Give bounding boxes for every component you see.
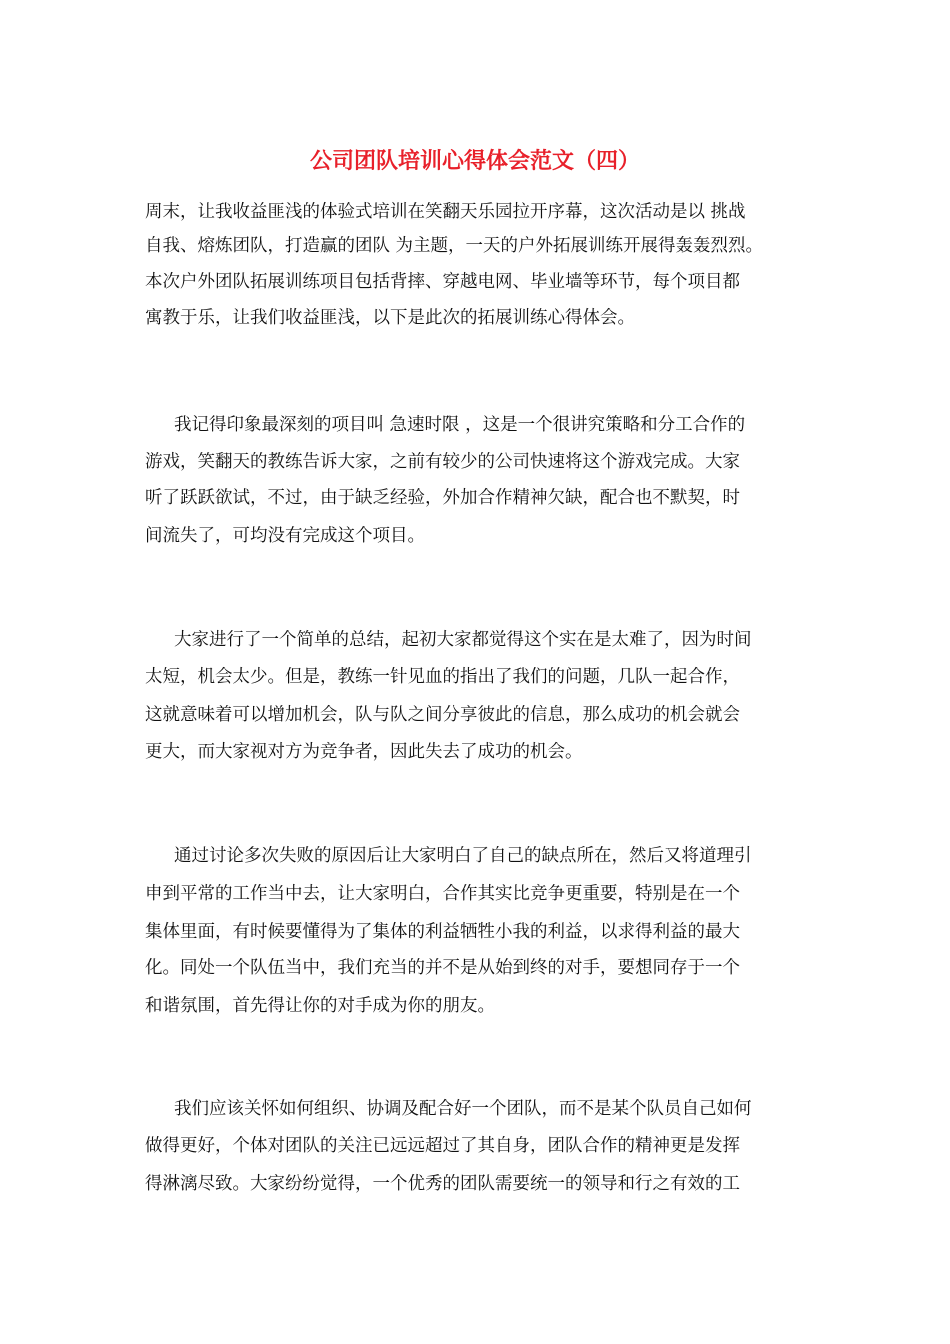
- paragraph-4-line-4: 化。同处一个队伍当中，我们充当的并不是从始到终的对手，要想同存于一个: [145, 958, 740, 978]
- paragraph-4-line-1: 通过讨论多次失败的原因后让大家明白了自己的缺点所在，然后又将道理引: [174, 846, 752, 866]
- paragraph-1-line-3: 本次户外团队拓展训练项目包括背摔、穿越电网、毕业墙等环节，每个项目都: [145, 272, 740, 292]
- document-title: 公司团队培训心得体会范文（四）: [309, 148, 640, 174]
- paragraph-2-line-1: 我记得印象最深刻的项目叫 急速时限 ，这是一个很讲究策略和分工合作的: [174, 415, 746, 435]
- paragraph-4-line-5: 和谐氛围，首先得让你的对手成为你的朋友。: [145, 996, 495, 1016]
- paragraph-5-line-1: 我们应该关怀如何组织、协调及配合好一个团队，而不是某个队员自己如何: [174, 1099, 752, 1119]
- paragraph-2-line-2: 游戏，笑翻天的教练告诉大家，之前有较少的公司快速将这个游戏完成。大家: [145, 452, 740, 472]
- paragraph-5-line-3: 得淋漓尽致。大家纷纷觉得，一个优秀的团队需要统一的领导和行之有效的工: [145, 1174, 740, 1194]
- paragraph-3-line-3: 这就意味着可以增加机会，队与队之间分享彼此的信息，那么成功的机会就会: [145, 705, 740, 725]
- paragraph-5-line-2: 做得更好，个体对团队的关注已远远超过了其自身，团队合作的精神更是发挥: [145, 1136, 740, 1156]
- paragraph-4-line-3: 集体里面，有时候要懂得为了集体的利益牺牲小我的利益，以求得利益的最大: [145, 922, 740, 942]
- paragraph-1-line-4: 寓教于乐，让我们收益匪浅，以下是此次的拓展训练心得体会。: [145, 308, 635, 328]
- paragraph-3-line-1: 大家进行了一个简单的总结，起初大家都觉得这个实在是太难了，因为时间: [174, 630, 752, 650]
- paragraph-3-line-4: 更大，而大家视对方为竞争者，因此失去了成功的机会。: [145, 742, 583, 762]
- paragraph-2-line-3: 听了跃跃欲试，不过，由于缺乏经验，外加合作精神欠缺，配合也不默契，时: [145, 488, 740, 508]
- paragraph-1-line-2: 自我、熔炼团队，打造赢的团队 为主题，一天的户外拓展训练开展得轰轰烈烈。: [145, 236, 764, 256]
- paragraph-2-line-4: 间流失了，可均没有完成这个项目。: [145, 526, 425, 546]
- paragraph-3-line-2: 太短，机会太少。但是，教练一针见血的指出了我们的问题，几队一起合作，: [145, 667, 740, 687]
- paragraph-4-line-2: 申到平常的工作当中去，让大家明白，合作其实比竞争更重要，特别是在一个: [145, 884, 740, 904]
- paragraph-1-line-1: 周末，让我收益匪浅的体验式培训在笑翻天乐园拉开序幕，这次活动是以 挑战: [145, 202, 746, 222]
